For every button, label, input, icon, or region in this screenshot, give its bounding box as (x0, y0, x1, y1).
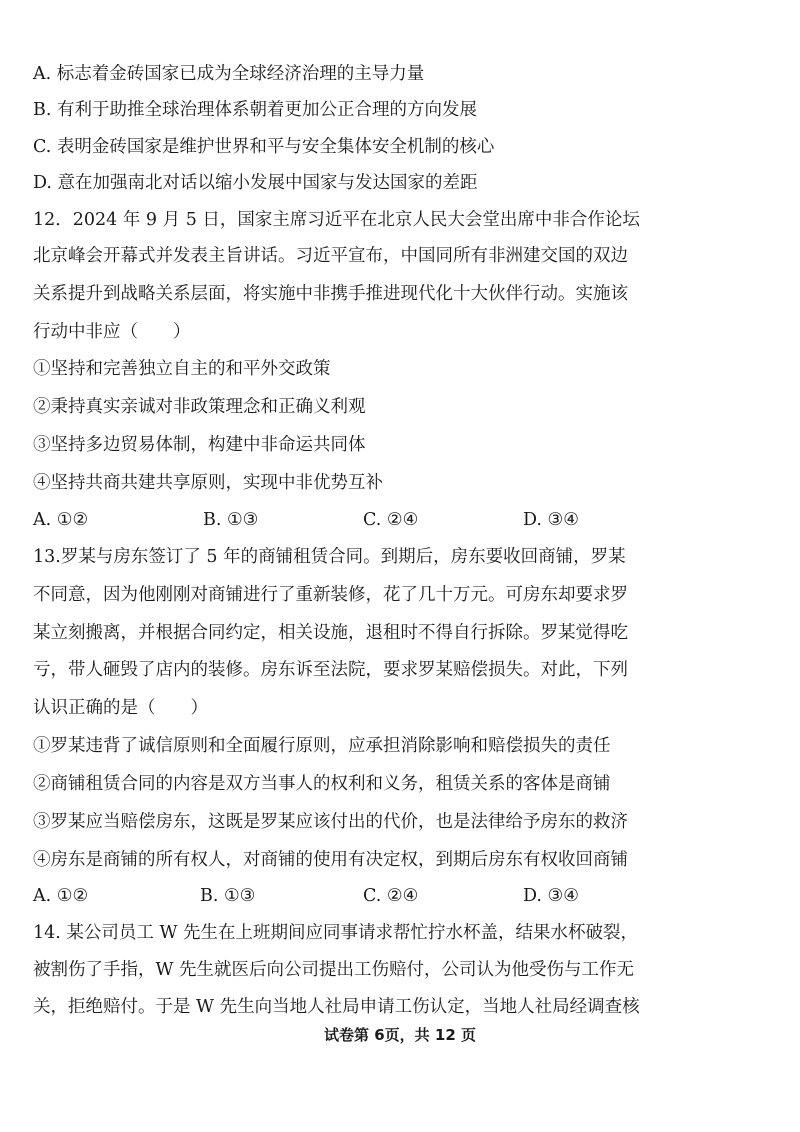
q13-stem-line: 不同意，因为他刚刚对商铺进行了重新装修，花了几十万元。可房东却要求罗 (33, 585, 628, 605)
q11-option-b: B. 有利于助推全球治理体系朝着更加公正合理的方向发展 (33, 100, 477, 120)
q11-option-c: C. 表明金砖国家是维护世界和平与安全集体安全机制的核心 (33, 137, 495, 157)
q12-statement: ③坚持多边贸易体制，构建中非命运共同体 (33, 435, 366, 455)
q12-stem-line: 北京峰会开幕式并发表主旨讲话。习近平宣布，中国同所有非洲建交国的双边 (33, 246, 628, 266)
q13-statement: ①罗某违背了诚信原则和全面履行原则，应承担消除影响和赔偿损失的责任 (33, 736, 611, 756)
q12-statement: ②秉持真实亲诚对非政策理念和正确义利观 (33, 397, 366, 417)
q12-choice-a: A. ①② (33, 510, 89, 530)
page-footer: 试卷第 6页，共 12 页 (324, 1026, 476, 1044)
q12-stem-line: 12．2024 年 9 月 5 日，国家主席习近平在北京人民大会堂出席中非合作论坛 (33, 210, 640, 230)
q13-stem-line: 认识正确的是（ ） (33, 698, 208, 718)
q13-statement: ③罗某应当赔偿房东，这既是罗某应该付出的代价，也是法律给予房东的救济 (33, 812, 628, 832)
q13-choice-c: C. ②④ (363, 886, 419, 906)
q11-option-a: A. 标志着金砖国家已成为全球经济治理的主导力量 (33, 64, 425, 84)
q13-choice-b: B. ①③ (200, 886, 256, 906)
q13-statement: ②商铺租赁合同的内容是双方当事人的权利和义务，租赁关系的客体是商铺 (33, 774, 611, 794)
q12-choice-c: C. ②④ (363, 510, 419, 530)
q14-stem-line: 被割伤了手指，W 先生就医后向公司提出工伤赔付，公司认为他受伤与工作无 (33, 960, 635, 980)
q13-choice-a: A. ①② (33, 886, 89, 906)
q12-choice-b: B. ①③ (203, 510, 259, 530)
q13-stem-line: 亏，带人砸毁了店内的装修。房东诉至法院，要求罗某赔偿损失。对此，下列 (33, 660, 628, 680)
q12-statement: ①坚持和完善独立自主的和平外交政策 (33, 359, 331, 379)
q11-option-d: D. 意在加强南北对话以缩小发展中国家与发达国家的差距 (33, 173, 478, 193)
q12-choice-d: D. ③④ (523, 510, 579, 530)
q14-stem-line: 14. 某公司员工 W 先生在上班期间应同事请求帮忙拧水杯盖，结果水杯破裂， (33, 923, 639, 943)
q13-stem-line: 13.罗某与房东签订了 5 年的商铺租赁合同。到期后，房东要收回商铺，罗某 (33, 547, 626, 567)
q13-statement: ④房东是商铺的所有权人，对商铺的使用有决定权，到期后房东有权收回商铺 (33, 850, 628, 870)
q13-stem-line: 某立刻搬离，并根据合同约定，相关设施，退租时不得自行拆除。罗某觉得吃 (33, 623, 628, 643)
q14-stem-line: 关，拒绝赔付。于是 W 先生向当地人社局申请工伤认定，当地人社局经调查核 (33, 997, 640, 1017)
q12-stem-line: 行动中非应（ ） (33, 322, 191, 342)
q12-stem-line: 关系提升到战略关系层面，将实施中非携手推进现代化十大伙伴行动。实施该 (33, 284, 628, 304)
q12-statement: ④坚持共商共建共享原则，实现中非优势互补 (33, 473, 383, 493)
q13-choice-d: D. ③④ (523, 886, 579, 906)
